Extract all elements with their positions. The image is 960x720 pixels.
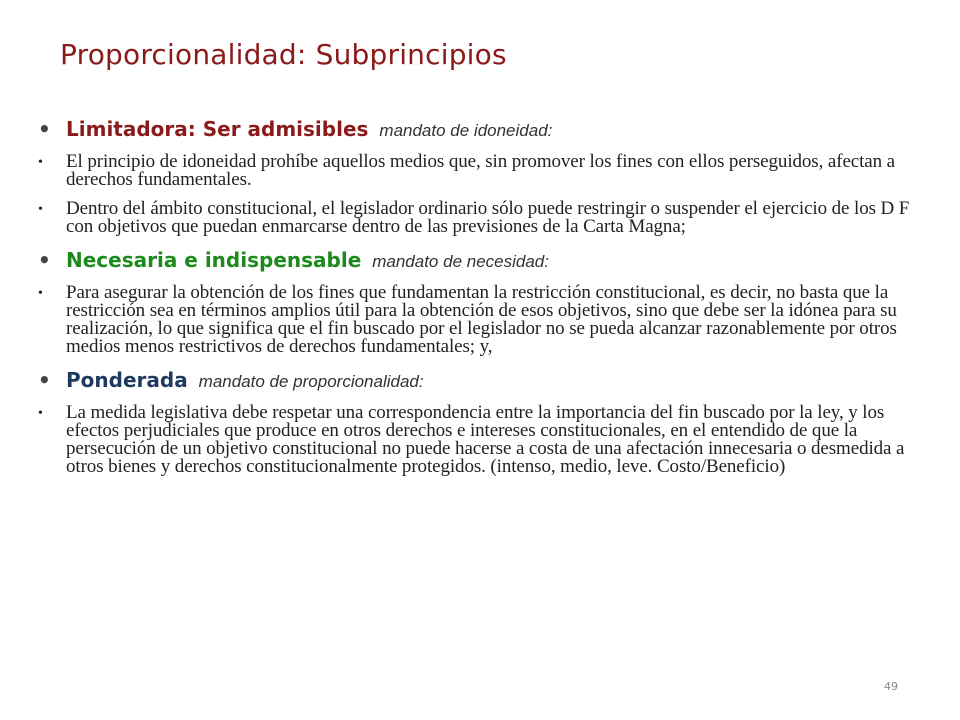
bullet-icon: • [38,155,43,170]
paragraph-text: El principio de idoneidad prohíbe aquellos medios que, sin promover los fines con ellos perseguidos, afectan a derechos fundamentales. [66,151,896,190]
bullet-icon: • [38,248,51,272]
paragraph-idoneidad-1 [38,153,938,189]
bullet-icon: • [38,286,43,301]
paragraph-text: Para asegurar la obtención de los fines que fundamentan la restricción constitucional, es decir, no basta que la restricción sea en términos amplios útil para la obtención de esos objetivos, sino que debe ser la idónea para su realización, lo que significa que el fin buscado por el legislador no se pueda alcanzar razonablemente por otros medios menos restrictivos de derechos fundamentales; y, [66,282,897,357]
paragraph-text: Dentro del ámbito constitucional, el legislador ordinario sólo puede restringir o suspender el ejercicio de los D F con objetivos que puedan enmarcarse dentro de las previsiones de la Carta Magna; [66,198,910,237]
heading-text: Necesaria e indispensable [66,248,362,272]
bullet-icon: • [38,368,51,392]
bullet-icon: • [38,117,51,141]
heading-text: Ponderada [66,368,188,392]
paragraph-necesidad-1 [38,284,938,356]
heading-note: mandato de necesidad: [372,252,549,271]
slide-title: Proporcionalidad: Subprincipios [60,38,507,71]
heading-note: mandato de idoneidad: [379,121,553,140]
paragraph-idoneidad-2 [38,200,938,236]
paragraph-proporcionalidad-1 [38,404,938,476]
section-heading-limitadora [38,116,938,144]
section-heading-necesaria [38,247,938,275]
heading-text: Limitadora: Ser admisibles [66,117,369,141]
page-number: 49 [884,680,898,693]
bullet-icon: • [38,202,43,217]
paragraph-text: La medida legislativa debe respetar una correspondencia entre la importancia del fin buscado por la ley, y los efectos perjudiciales que produce en otros derechos e intereses constitucionales, en el entendido de que la persecución de un objetivo constitucional no puede hacerse a costa de una afectación innecesaria o desmedida a otros bienes y derechos constitucionalmente protegidos. (intenso, medio, leve. Costo/Beneficio) [66,402,905,477]
slide-content [38,116,938,487]
bullet-icon: • [38,406,43,421]
section-heading-ponderada [38,367,938,395]
heading-note: mandato de proporcionalidad: [198,372,424,391]
